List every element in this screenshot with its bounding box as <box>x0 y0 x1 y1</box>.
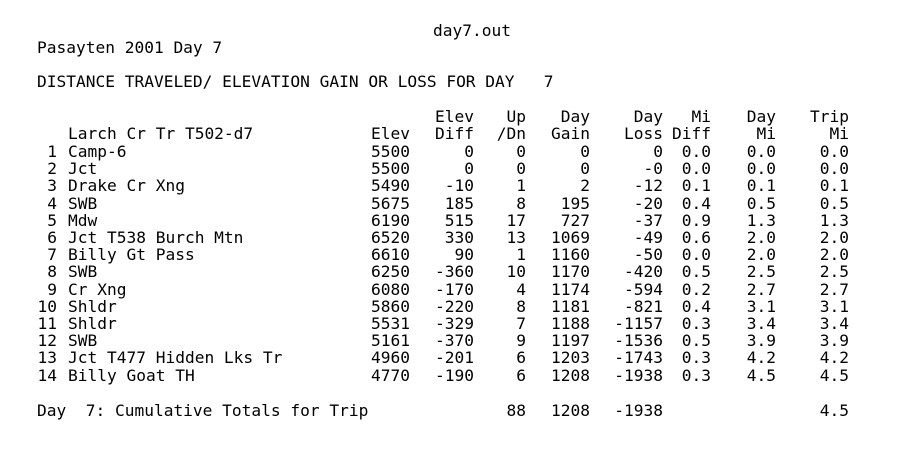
trip-mi-cell: 2.5 <box>819 262 849 281</box>
total-trip-mi: 4.5 <box>819 401 849 420</box>
mi-diff-cell: 0.4 <box>681 194 711 213</box>
column-header-top: Day <box>633 107 663 126</box>
day-loss-cell: -20 <box>633 194 663 213</box>
mi-diff-cell: 0.0 <box>681 142 711 161</box>
mi-diff-cell: 0.1 <box>681 176 711 195</box>
waypoint-name: Billy Goat TH <box>68 366 195 385</box>
column-header: Elev <box>371 124 410 143</box>
mi-diff-cell: 0.3 <box>681 348 711 367</box>
day-mi-cell: 2.0 <box>746 245 776 264</box>
day-gain-cell: 0 <box>580 159 590 178</box>
mi-diff-cell: 0.3 <box>681 366 711 385</box>
up-dn-cell: 17 <box>506 211 526 230</box>
up-dn-cell: 8 <box>516 297 526 316</box>
elev-cell: 4960 <box>371 348 410 367</box>
elev-cell: 6080 <box>371 280 410 299</box>
elev-cell: 5860 <box>371 297 410 316</box>
elev-cell: 5490 <box>371 176 410 195</box>
column-header-top: Up <box>506 107 526 126</box>
elev-diff-cell: 0 <box>464 159 474 178</box>
day-gain-cell: 195 <box>560 194 590 213</box>
total-gain: 1208 <box>551 401 590 420</box>
day-gain-cell: 1170 <box>551 262 590 281</box>
mi-diff-cell: 0.4 <box>681 297 711 316</box>
day-gain-cell: 1069 <box>551 228 590 247</box>
column-header: /Dn <box>496 124 526 143</box>
day-mi-cell: 2.0 <box>746 228 776 247</box>
waypoint-name: Mdw <box>68 211 98 230</box>
column-header-top: Elev <box>435 107 474 126</box>
row-number: 9 <box>47 280 57 299</box>
day-mi-cell: 3.1 <box>746 297 776 316</box>
day-loss-cell: -1938 <box>614 366 663 385</box>
mi-diff-cell: 0.5 <box>681 331 711 350</box>
mi-diff-cell: 0.6 <box>681 228 711 247</box>
day-loss-cell: -12 <box>633 176 663 195</box>
elev-cell: 6610 <box>371 245 410 264</box>
column-header-top: Trip <box>810 107 849 126</box>
column-header-top: Day <box>560 107 590 126</box>
waypoint-name: Drake Cr Xng <box>68 176 185 195</box>
elev-cell: 4770 <box>371 366 410 385</box>
elev-diff-cell: -170 <box>435 280 474 299</box>
mi-diff-cell: 0.0 <box>681 245 711 264</box>
day-loss-cell: -821 <box>624 297 663 316</box>
day-mi-cell: 2.5 <box>746 262 776 281</box>
elev-diff-cell: -10 <box>444 176 474 195</box>
mi-diff-cell: 0.5 <box>681 262 711 281</box>
row-number: 7 <box>47 245 57 264</box>
day-loss-cell: -0 <box>643 159 663 178</box>
up-dn-cell: 1 <box>516 245 526 264</box>
row-number: 5 <box>47 211 57 230</box>
waypoint-name: Jct T538 Burch Mtn <box>68 228 244 247</box>
trip-mi-cell: 0.0 <box>819 142 849 161</box>
waypoint-name: Shldr <box>68 297 117 316</box>
up-dn-cell: 0 <box>516 142 526 161</box>
trip-mi-cell: 3.1 <box>819 297 849 316</box>
column-header: Loss <box>624 124 663 143</box>
elev-cell: 5675 <box>371 194 410 213</box>
day-loss-cell: -594 <box>624 280 663 299</box>
row-number: 12 <box>37 331 57 350</box>
day-gain-cell: 1197 <box>551 331 590 350</box>
elev-diff-cell: -220 <box>435 297 474 316</box>
day-loss-cell: -49 <box>633 228 663 247</box>
elev-cell: 5500 <box>371 142 410 161</box>
day-mi-cell: 1.3 <box>746 211 776 230</box>
day-loss-cell: -420 <box>624 262 663 281</box>
elev-cell: 5500 <box>371 159 410 178</box>
elev-diff-cell: -201 <box>435 348 474 367</box>
elev-diff-cell: 185 <box>444 194 474 213</box>
trip-mi-cell: 3.4 <box>819 314 849 333</box>
up-dn-cell: 8 <box>516 194 526 213</box>
up-dn-cell: 1 <box>516 176 526 195</box>
up-dn-cell: 7 <box>516 314 526 333</box>
day-mi-cell: 3.4 <box>746 314 776 333</box>
day-loss-cell: -50 <box>633 245 663 264</box>
day-mi-cell: 0.5 <box>746 194 776 213</box>
day-gain-cell: 1203 <box>551 348 590 367</box>
waypoint-name: SWB <box>68 331 98 350</box>
row-number: 6 <box>47 228 57 247</box>
day-mi-cell: 3.9 <box>746 331 776 350</box>
trip-mi-cell: 4.5 <box>819 366 849 385</box>
section-title: DISTANCE TRAVELED/ ELEVATION GAIN OR LOSS FOR DAY 7 <box>37 72 554 91</box>
elev-diff-cell: -360 <box>435 262 474 281</box>
elev-cell: 5161 <box>371 331 410 350</box>
elev-diff-cell: -329 <box>435 314 474 333</box>
day-mi-cell: 0.0 <box>746 142 776 161</box>
day-gain-cell: 1174 <box>551 280 590 299</box>
trip-mi-cell: 3.9 <box>819 331 849 350</box>
row-number: 14 <box>37 366 57 385</box>
total-loss: -1938 <box>614 401 663 420</box>
row-number: 10 <box>37 297 57 316</box>
trip-mi-cell: 0.1 <box>819 176 849 195</box>
day-mi-cell: 2.7 <box>746 280 776 299</box>
trip-title: Pasayten 2001 Day 7 <box>37 38 223 57</box>
up-dn-cell: 0 <box>516 159 526 178</box>
day-gain-cell: 2 <box>580 176 590 195</box>
column-header: Mi <box>829 124 849 143</box>
up-dn-cell: 4 <box>516 280 526 299</box>
row-number: 2 <box>47 159 57 178</box>
mi-diff-cell: 0.9 <box>681 211 711 230</box>
trip-mi-cell: 2.0 <box>819 245 849 264</box>
row-number: 1 <box>47 142 57 161</box>
mi-diff-cell: 0.3 <box>681 314 711 333</box>
elev-cell: 6520 <box>371 228 410 247</box>
route-name-header: Larch Cr Tr T502-d7 <box>68 124 254 143</box>
day-mi-cell: 0.1 <box>746 176 776 195</box>
elev-diff-cell: 330 <box>444 228 474 247</box>
elev-diff-cell: -190 <box>435 366 474 385</box>
elev-cell: 6250 <box>371 262 410 281</box>
trip-mi-cell: 1.3 <box>819 211 849 230</box>
row-number: 3 <box>47 176 57 195</box>
column-header: Diff <box>672 124 711 143</box>
day-gain-cell: 0 <box>580 142 590 161</box>
up-dn-cell: 6 <box>516 366 526 385</box>
trip-mi-cell: 2.0 <box>819 228 849 247</box>
up-dn-cell: 9 <box>516 331 526 350</box>
elev-diff-cell: 0 <box>464 142 474 161</box>
mi-diff-cell: 0.0 <box>681 159 711 178</box>
up-dn-cell: 10 <box>506 262 526 281</box>
column-header: Diff <box>435 124 474 143</box>
total-up-dn: 88 <box>506 401 526 420</box>
elev-cell: 5531 <box>371 314 410 333</box>
day-loss-cell: -37 <box>633 211 663 230</box>
day-mi-cell: 4.2 <box>746 348 776 367</box>
day-gain-cell: 1188 <box>551 314 590 333</box>
file-name: day7.out <box>433 21 511 40</box>
trip-mi-cell: 2.7 <box>819 280 849 299</box>
day-mi-cell: 0.0 <box>746 159 776 178</box>
waypoint-name: Camp-6 <box>68 142 127 161</box>
day-gain-cell: 727 <box>560 211 590 230</box>
row-number: 8 <box>47 262 57 281</box>
up-dn-cell: 6 <box>516 348 526 367</box>
day-mi-cell: 4.5 <box>746 366 776 385</box>
waypoint-name: SWB <box>68 262 98 281</box>
up-dn-cell: 13 <box>506 228 526 247</box>
day-gain-cell: 1181 <box>551 297 590 316</box>
column-header: Mi <box>756 124 776 143</box>
day-gain-cell: 1208 <box>551 366 590 385</box>
day-loss-cell: -1157 <box>614 314 663 333</box>
trip-mi-cell: 0.0 <box>819 159 849 178</box>
waypoint-name: SWB <box>68 194 98 213</box>
elev-diff-cell: 515 <box>444 211 474 230</box>
row-number: 11 <box>37 314 57 333</box>
column-header-top: Mi <box>691 107 711 126</box>
trip-mi-cell: 4.2 <box>819 348 849 367</box>
waypoint-name: Billy Gt Pass <box>68 245 195 264</box>
trip-mi-cell: 0.5 <box>819 194 849 213</box>
waypoint-name: Cr Xng <box>68 280 127 299</box>
elev-diff-cell: -370 <box>435 331 474 350</box>
totals-label: Day 7: Cumulative Totals for Trip <box>37 401 369 420</box>
row-number: 13 <box>37 348 57 367</box>
elev-cell: 6190 <box>371 211 410 230</box>
waypoint-name: Jct <box>68 159 98 178</box>
row-number: 4 <box>47 194 57 213</box>
day-loss-cell: 0 <box>653 142 663 161</box>
waypoint-name: Shldr <box>68 314 117 333</box>
day-loss-cell: -1743 <box>614 348 663 367</box>
waypoint-name: Jct T477 Hidden Lks Tr <box>68 348 283 367</box>
elev-diff-cell: 90 <box>454 245 474 264</box>
column-header-top: Day <box>746 107 776 126</box>
day-loss-cell: -1536 <box>614 331 663 350</box>
mi-diff-cell: 0.2 <box>681 280 711 299</box>
day-gain-cell: 1160 <box>551 245 590 264</box>
column-header: Gain <box>551 124 590 143</box>
